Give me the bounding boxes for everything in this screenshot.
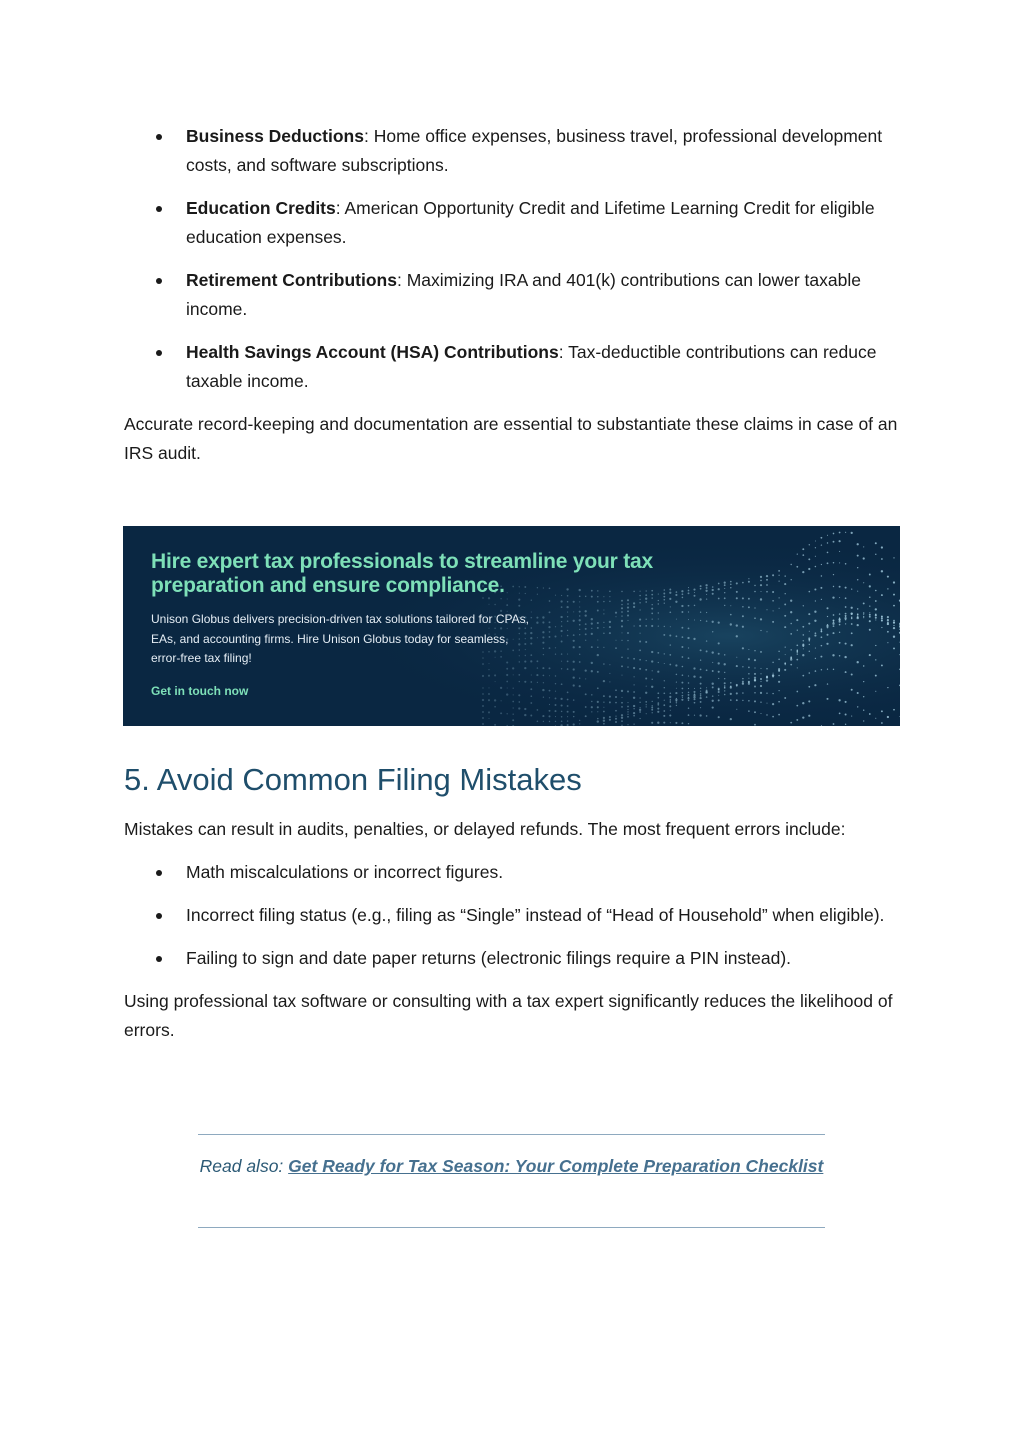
bullet-icon bbox=[156, 956, 162, 962]
list-item bbox=[124, 338, 900, 396]
list-item bbox=[124, 944, 900, 973]
list-item-text: : Home office expenses, business travel, professional development costs, and software subscriptions. bbox=[186, 126, 883, 175]
list-item bbox=[124, 194, 900, 252]
read-also-link[interactable]: Get Ready for Tax Season: Your Complete Preparation Checklist bbox=[288, 1156, 824, 1176]
bullet-icon bbox=[156, 134, 162, 140]
list-item-text: Math miscalculations or incorrect figures. bbox=[186, 862, 504, 882]
bullet-icon bbox=[156, 278, 162, 284]
read-also-callout bbox=[198, 1134, 825, 1228]
record-keeping-paragraph: Accurate record-keeping and documentation are essential to substantiate these claims in case of an IRS audit. bbox=[124, 414, 898, 463]
banner-subtext: Unison Globus delivers precision-driven tax solutions tailored for CPAs, EAs, and accounting firms. Hire Unison Globus today for seamless, error-free tax filing! bbox=[151, 612, 529, 665]
list-item-text: : American Opportunity Credit and Lifetime Learning Credit for eligible education expenses. bbox=[186, 198, 875, 247]
section-intro: Mistakes can result in audits, penalties, or delayed refunds. The most frequent errors include: bbox=[124, 819, 846, 839]
section-body bbox=[124, 815, 900, 1045]
section-closing: Using professional tax software or consulting with a tax expert significantly reduces the likelihood of errors. bbox=[124, 991, 893, 1040]
read-also-prefix: Read also: bbox=[199, 1156, 289, 1176]
bullet-icon bbox=[156, 870, 162, 876]
list-item-term: Education Credits bbox=[186, 198, 336, 218]
list-item-text: Failing to sign and date paper returns (electronic filings require a PIN instead). bbox=[186, 948, 792, 968]
list-item-term: Health Savings Account (HSA) Contributions bbox=[186, 342, 559, 362]
deductions-list bbox=[124, 122, 900, 396]
list-item-text: : Tax-deductible contributions can reduce taxable income. bbox=[186, 342, 877, 391]
bullet-icon bbox=[156, 350, 162, 356]
list-item bbox=[124, 858, 900, 887]
banner-headline: Hire expert tax professionals to streamline your tax preparation and ensure compliance. bbox=[151, 550, 653, 597]
list-item-text: : Maximizing IRA and 401(k) contributions can lower taxable income. bbox=[186, 270, 861, 319]
section-heading: 5. Avoid Common Filing Mistakes bbox=[124, 762, 582, 797]
list-item bbox=[124, 122, 900, 180]
list-item-term: Business Deductions bbox=[186, 126, 364, 146]
list-item-term: Retirement Contributions bbox=[186, 270, 397, 290]
list-item bbox=[124, 901, 900, 930]
bullet-icon bbox=[156, 206, 162, 212]
deductions-list-container bbox=[124, 122, 900, 468]
list-item bbox=[124, 266, 900, 324]
mistakes-list bbox=[124, 858, 900, 973]
bullet-icon bbox=[156, 913, 162, 919]
promo-banner[interactable] bbox=[123, 526, 900, 726]
get-in-touch-link[interactable]: Get in touch now bbox=[151, 684, 249, 698]
list-item-text: Incorrect filing status (e.g., filing as “Single” instead of “Head of Household” when eligible). bbox=[186, 905, 885, 925]
